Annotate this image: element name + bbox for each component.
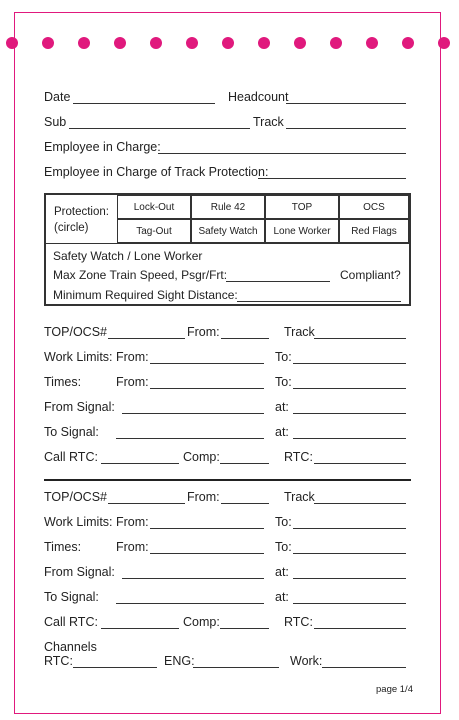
to-signal-at-field[interactable]	[293, 603, 406, 604]
from-field[interactable]	[221, 503, 269, 504]
track-label: Track	[284, 490, 315, 504]
compliant-label: Compliant?	[340, 268, 401, 282]
rtc-field[interactable]	[314, 463, 406, 464]
top-ocs-label: TOP/OCS#	[44, 325, 107, 339]
sub-field[interactable]	[69, 128, 250, 129]
work-limits-to-label: To:	[275, 515, 292, 529]
track-field[interactable]	[286, 128, 406, 129]
protection-option-ocs[interactable]: OCS	[339, 195, 409, 219]
max-zone-speed-label: Max Zone Train Speed, Psgr/Frt:	[53, 268, 228, 282]
rtc-label: RTC:	[284, 615, 313, 629]
protection-option-lock-out[interactable]: Lock-Out	[117, 195, 191, 219]
section-divider	[44, 479, 411, 481]
to-signal-label: To Signal:	[44, 590, 99, 604]
perforation-hole	[294, 37, 306, 49]
protection-title: Protection:	[54, 206, 109, 218]
comp-field[interactable]	[220, 463, 269, 464]
channel-eng-label: ENG:	[164, 654, 195, 668]
track-label: Track	[284, 325, 315, 339]
comp-label: Comp:	[183, 615, 220, 629]
from-signal-at-field[interactable]	[293, 578, 406, 579]
perforation-hole	[438, 37, 450, 49]
times-from-field[interactable]	[150, 553, 264, 554]
to-signal-at-label: at:	[275, 590, 289, 604]
eic-track-protection-label: Employee in Charge of Track Protection:	[44, 165, 269, 179]
sub-label: Sub	[44, 115, 67, 129]
from-signal-label: From Signal:	[44, 565, 115, 579]
comp-field[interactable]	[220, 628, 269, 629]
safety-watch-label: Safety Watch / Lone Worker	[53, 249, 203, 263]
protection-box	[44, 193, 411, 306]
to-signal-field[interactable]	[116, 603, 264, 604]
date-field[interactable]	[73, 103, 215, 104]
comp-label: Comp:	[183, 450, 220, 464]
protection-option-tag-out[interactable]: Tag-Out	[117, 219, 191, 243]
times-to-label: To:	[275, 540, 292, 554]
perforation-hole	[42, 37, 54, 49]
perforation-hole	[330, 37, 342, 49]
perforation-hole	[114, 37, 126, 49]
rtc-label: RTC:	[284, 450, 313, 464]
channel-eng-field[interactable]	[193, 667, 279, 668]
track-field[interactable]	[314, 338, 406, 339]
max-zone-speed-field[interactable]	[226, 281, 330, 282]
from-signal-label: From Signal:	[44, 400, 115, 414]
track-label: Track	[253, 115, 284, 129]
from-signal-field[interactable]	[122, 413, 264, 414]
perforation-hole	[402, 37, 414, 49]
times-to-label: To:	[275, 375, 292, 389]
employee-in-charge-field[interactable]	[158, 153, 406, 154]
perforation-hole	[78, 37, 90, 49]
times-from-label: From:	[116, 375, 149, 389]
to-signal-field[interactable]	[116, 438, 264, 439]
perforation-hole	[6, 37, 18, 49]
to-signal-at-label: at:	[275, 425, 289, 439]
eic-track-protection-field[interactable]	[258, 178, 406, 179]
call-rtc-label: Call RTC:	[44, 450, 98, 464]
protection-option-safety-watch[interactable]: Safety Watch	[191, 219, 265, 243]
work-limits-to-field[interactable]	[293, 363, 406, 364]
call-rtc-field[interactable]	[101, 628, 179, 629]
to-signal-at-field[interactable]	[293, 438, 406, 439]
protection-divider	[46, 243, 409, 244]
from-label: From:	[187, 490, 220, 504]
protection-subtitle: (circle)	[54, 222, 89, 234]
perforation-hole	[150, 37, 162, 49]
from-label: From:	[187, 325, 220, 339]
channel-work-field[interactable]	[322, 667, 406, 668]
headcount-label: Headcount	[228, 90, 289, 104]
work-limits-from-label: From:	[116, 350, 149, 364]
from-field[interactable]	[221, 338, 269, 339]
date-label: Date	[44, 90, 71, 104]
top-ocs-field[interactable]	[108, 338, 185, 339]
work-limits-to-field[interactable]	[293, 528, 406, 529]
work-limits-label: Work Limits:	[44, 350, 113, 364]
work-limits-from-field[interactable]	[150, 528, 264, 529]
perforation-hole	[186, 37, 198, 49]
headcount-field[interactable]	[286, 103, 406, 104]
from-signal-field[interactable]	[122, 578, 264, 579]
work-limits-from-field[interactable]	[150, 363, 264, 364]
protection-option-top[interactable]: TOP	[265, 195, 339, 219]
from-signal-at-field[interactable]	[293, 413, 406, 414]
rtc-field[interactable]	[314, 628, 406, 629]
sight-distance-label: Minimum Required Sight Distance:	[53, 288, 238, 302]
channel-work-label: Work:	[290, 654, 323, 668]
protection-option-red-flags[interactable]: Red Flags	[339, 219, 409, 243]
protection-option-lone-worker[interactable]: Lone Worker	[265, 219, 339, 243]
to-signal-label: To Signal:	[44, 425, 99, 439]
from-signal-at-label: at:	[275, 565, 289, 579]
perforation-hole	[222, 37, 234, 49]
times-to-field[interactable]	[293, 553, 406, 554]
channels-label: Channels	[44, 640, 97, 654]
call-rtc-label: Call RTC:	[44, 615, 98, 629]
call-rtc-field[interactable]	[101, 463, 179, 464]
track-field[interactable]	[314, 503, 406, 504]
employee-in-charge-label: Employee in Charge:	[44, 140, 161, 154]
perforation-hole	[366, 37, 378, 49]
times-label: Times:	[44, 540, 82, 554]
work-limits-label: Work Limits:	[44, 515, 113, 529]
perforation-hole	[258, 37, 270, 49]
top-ocs-field[interactable]	[108, 503, 185, 504]
top-ocs-label: TOP/OCS#	[44, 490, 107, 504]
sight-distance-field[interactable]	[237, 301, 401, 302]
work-limits-to-label: To:	[275, 350, 292, 364]
times-label: Times:	[44, 375, 82, 389]
page-number: page 1/4	[376, 684, 413, 695]
times-from-field[interactable]	[150, 388, 264, 389]
times-to-field[interactable]	[293, 388, 406, 389]
from-signal-at-label: at:	[275, 400, 289, 414]
channel-rtc-field[interactable]	[73, 667, 157, 668]
channel-rtc-label: RTC:	[44, 654, 73, 668]
protection-option-rule-42[interactable]: Rule 42	[191, 195, 265, 219]
times-from-label: From:	[116, 540, 149, 554]
work-limits-from-label: From:	[116, 515, 149, 529]
